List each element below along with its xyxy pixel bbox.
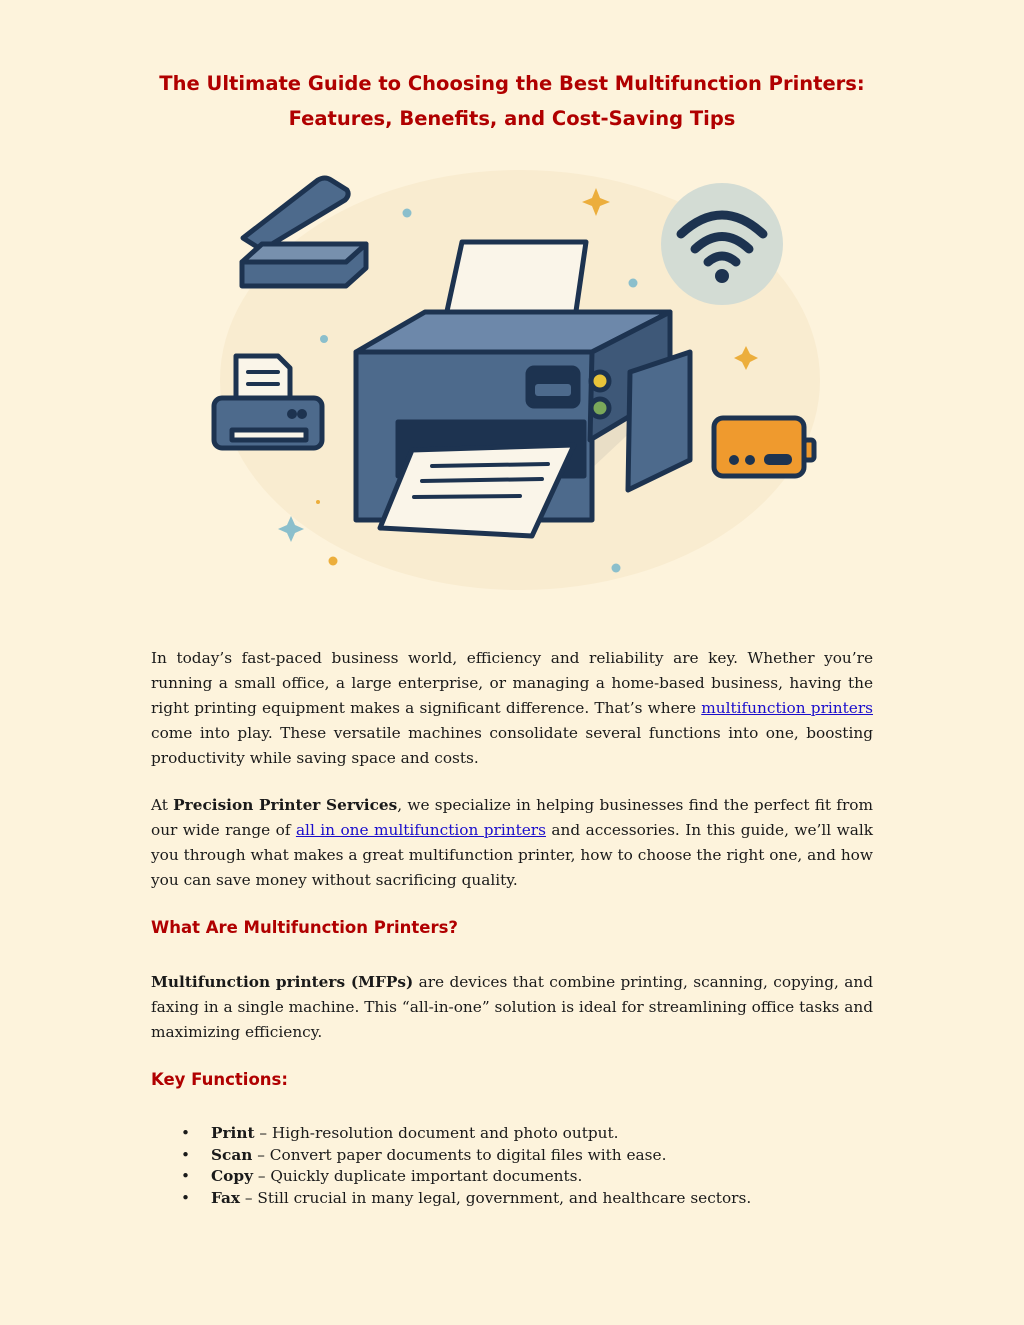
intro-text-1: In today’s fast-paced business world, efficiency and reliability are key. Whether you’re running a small office, a large enterprise, or managing a home-based business, having the right printing equipment makes a significant difference. That’s where (151, 649, 873, 717)
about-paragraph (151, 793, 873, 893)
function-desc: – Quickly duplicate important documents. (252, 1167, 583, 1186)
section-heading-what-are-mfps: What Are Multifunction Printers? (151, 918, 458, 937)
page-title (0, 66, 1024, 136)
title-line-1: The Ultimate Guide to Choosing the Best Multifunction Printers: (159, 72, 865, 95)
device-icon (714, 418, 814, 476)
bullet: • (181, 1167, 191, 1186)
function-desc: – Still crucial in many legal, government, and healthcare sectors. (240, 1189, 752, 1208)
mfp-definition-paragraph (151, 970, 873, 1045)
bullet: • (181, 1124, 191, 1142)
list-item (151, 1166, 873, 1188)
function-desc: – High-resolution document and photo output. (254, 1124, 619, 1142)
about-text-3: and accessories. In this guide, we’ll walk you through what makes a great multifunction printer, how to choose the right one, and how you can save money without sacrificing quality. (151, 821, 873, 889)
function-term: Scan (211, 1145, 253, 1164)
company-name: Precision Printer Services (173, 796, 398, 814)
list-item (151, 1145, 873, 1167)
list-item (151, 1188, 873, 1210)
all-in-one-printers-link[interactable]: all in one multifunction printers (295, 821, 546, 839)
mfp-definition-text: are devices that combine printing, scanning, copying, and faxing in a single machine. This “all-in-one” solution is ideal for streamlining office tasks and maximizing efficiency. (151, 973, 873, 1041)
intro-text-2: come into play. These versatile machines consolidate several functions into one, boosting productivity while saving space and costs. (151, 724, 873, 767)
function-desc: – Convert paper documents to digital files with ease. (252, 1145, 667, 1164)
mfp-term: Multifunction printers (MFPs) (151, 973, 414, 991)
bullet: • (181, 1189, 191, 1208)
key-functions-list (151, 1123, 873, 1210)
bullet: • (181, 1145, 191, 1164)
function-term: Fax (211, 1189, 241, 1208)
wifi-icon (661, 183, 783, 305)
list-item (151, 1123, 873, 1145)
title-line-2: Features, Benefits, and Cost-Saving Tips (288, 107, 736, 130)
section-heading-key-functions: Key Functions: (151, 1070, 288, 1089)
multifunction-printers-link[interactable]: multifunction printers (701, 699, 873, 717)
about-text-2: , we specialize in helping businesses find the perfect fit from our wide range of (151, 796, 873, 839)
about-text-1: At (151, 796, 174, 814)
function-term: Print (211, 1124, 255, 1142)
function-term: Copy (211, 1167, 253, 1186)
hero-illustration (200, 160, 840, 600)
intro-paragraph (151, 646, 873, 771)
